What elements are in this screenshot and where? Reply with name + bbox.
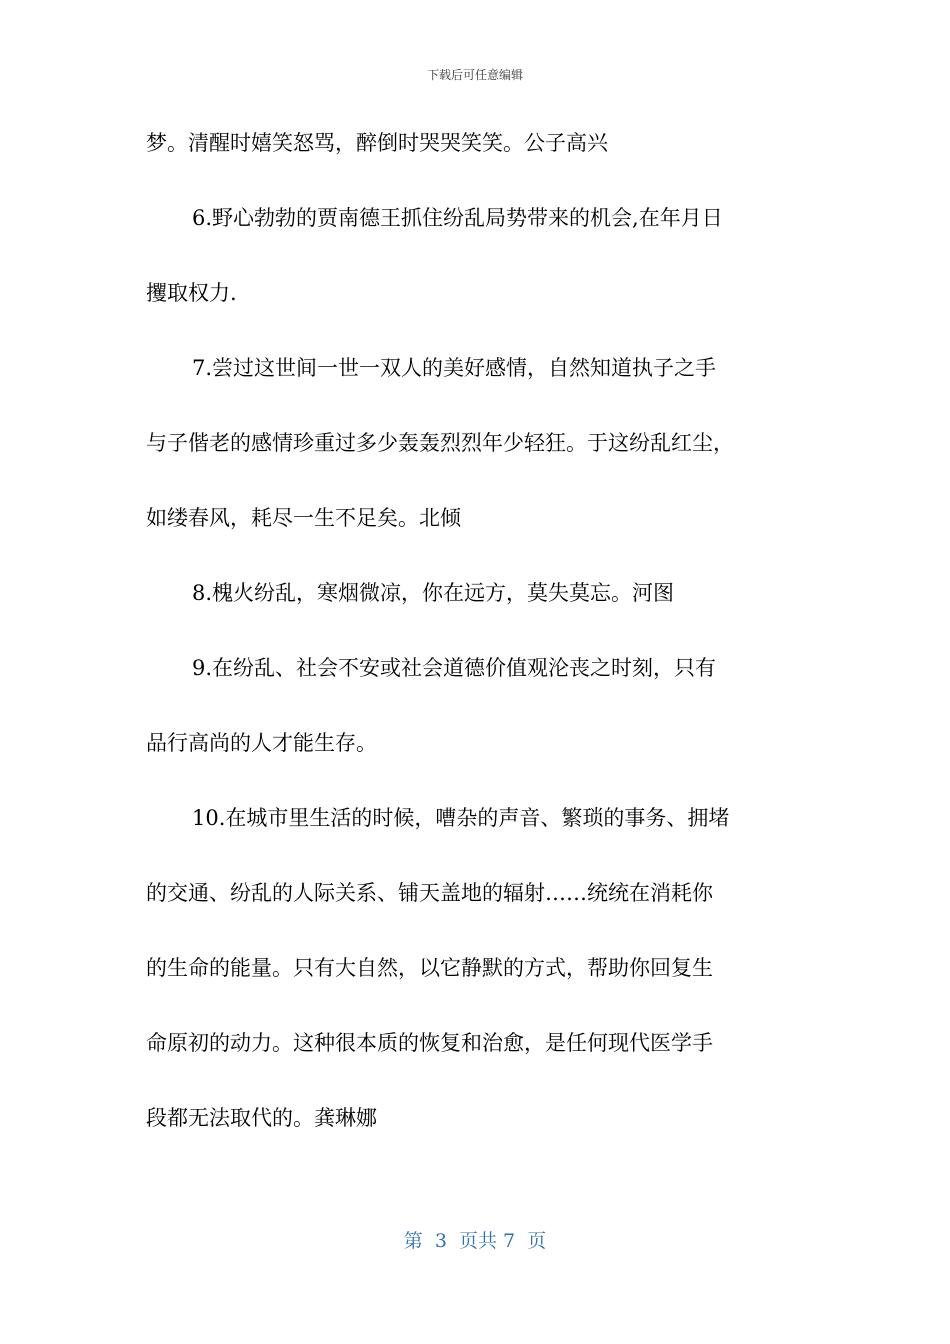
text-line: 与子偕老的感情珍重过多少轰轰烈烈年少轻狂。于这纷乱红尘， [146,431,734,455]
text-line: 8.槐火纷乱，寒烟微凉，你在远方，莫失莫忘。河图 [192,581,675,605]
text-line: 9.在纷乱、社会不安或社会道德价值观沦丧之时刻，只有 [192,656,717,680]
text-line: 攫取权力. [146,281,237,305]
text-line: 7.尝过这世间一世一双人的美好感情，自然知道执子之手 [192,356,717,380]
text-line: 品行高尚的人才能生存。 [146,731,377,755]
text-line: 的交通、纷乱的人际关系、铺天盖地的辐射……统统在消耗你 [146,881,713,905]
text-line: 如缕春风，耗尽一生不足矣。北倾 [146,506,461,530]
text-line: 6.野心勃勃的贾南德王抓住纷乱局势带来的机会,在年月日 [192,206,723,230]
document-body [146,125,806,1175]
text-line: 命原初的动力。这种很本质的恢复和治愈，是任何现代医学手 [146,1031,713,1055]
text-line: 段都无法取代的。龚琳娜 [146,1106,377,1130]
text-line: 梦。清醒时嬉笑怒骂，醉倒时哭哭笑笑。公子高兴 [146,131,608,155]
page-number-footer: 第 3 页共 7 页 [403,1230,547,1252]
text-line: 10.在城市里生活的时候，嘈杂的声音、繁琐的事务、拥堵 [192,806,730,830]
text-line: 的生命的能量。只有大自然，以它静默的方式，帮助你回复生 [146,956,713,980]
page-header: 下载后可任意编辑 [426,68,523,82]
